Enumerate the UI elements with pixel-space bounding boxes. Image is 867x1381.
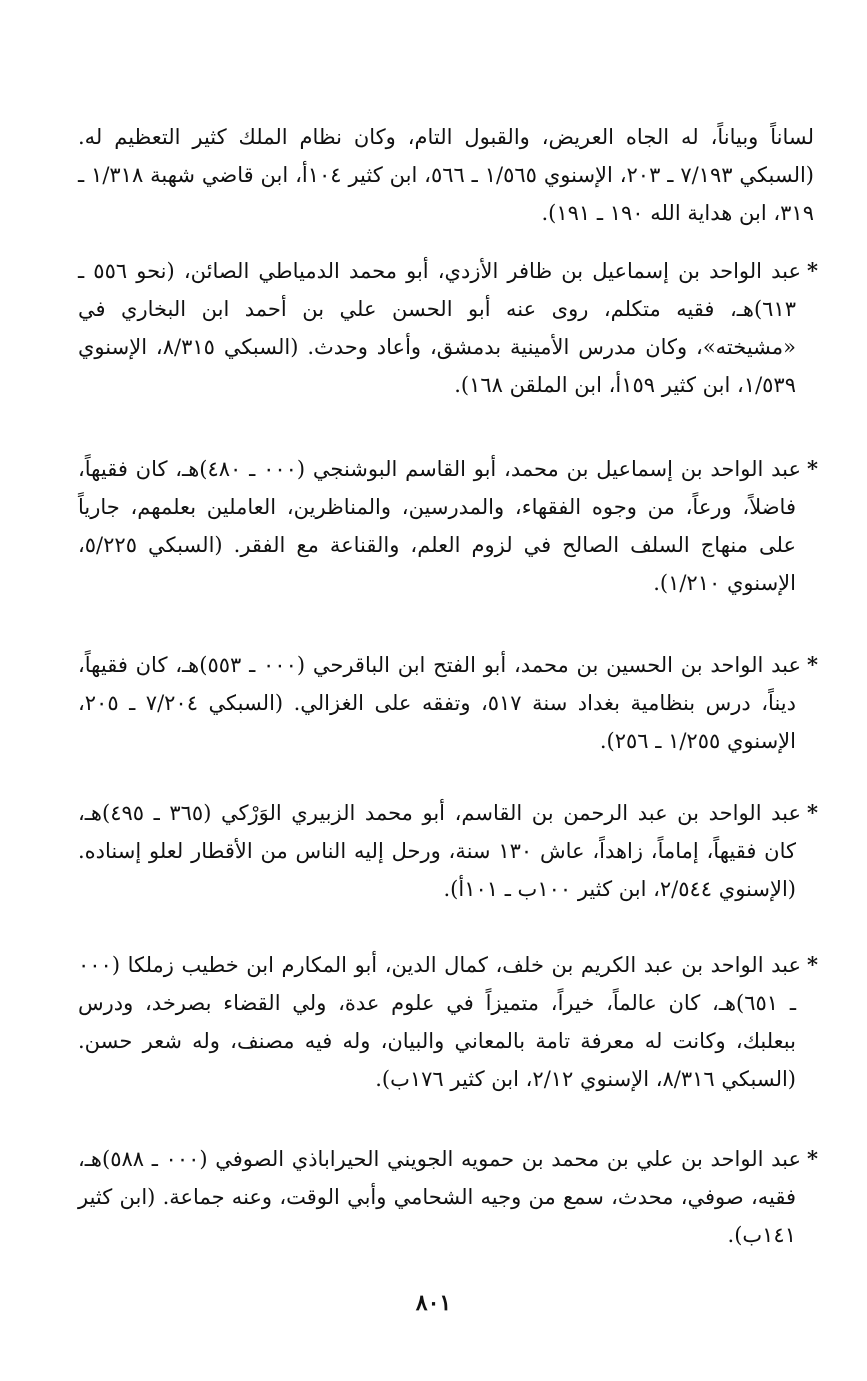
entry-text: عبد الواحد بن عبد الرحمن بن القاسم، أبو محمد الزبيري الوَرْكي (٣٦٥ ـ ٤٩٥)هـ، كان فقيهاً، إماماً، زاهداً، عاش ١٣٠ سنة، ورحل إليه الناس من الأقطار لعلو إسناده. (الإسنوي ٢/٥٤٤، ابن كثير ١٠٠ب ـ ١٠١أ). <box>78 801 801 901</box>
page-number: ٨٠١ <box>415 1290 452 1316</box>
entry-star-marker: * <box>807 952 818 977</box>
biography-entry <box>78 794 818 908</box>
entry-star-marker: * <box>807 258 819 283</box>
entry-star-marker: * <box>807 652 818 677</box>
biography-entry <box>78 252 818 404</box>
entry-text: عبد الواحد بن إسماعيل بن محمد، أبو القاسم البوشنجي (٠٠٠ ـ ٤٨٠)هـ، كان فقيهاً، فاضلاً، ورعاً، من وجوه الفقهاء، والمدرسين، والمناظرين، العاملين بعلمهم، جارياً على منهاج السلف الصالح في لزوم العلم، والقناعة مع الفقر. (السبكي ٥/٢٢٥، الإسنوي ١/٢١٠). <box>78 457 801 595</box>
entry-text: عبد الواحد بن الحسين بن محمد، أبو الفتح ابن الباقرحي (٠٠٠ ـ ٥٥٣)هـ، كان فقيهاً، ديناً، درس بنظامية بغداد سنة ٥١٧، وتفقه على الغزالي. (السبكي ٧/٢٠٤ ـ ٢٠٥، الإسنوي ١/٢٥٥ ـ ٢٥٦). <box>78 653 802 753</box>
entry-star-marker: * <box>807 1146 818 1171</box>
entry-text: عبد الواحد بن علي بن محمد بن حمويه الجويني الحيراباذي الصوفي (٠٠٠ ـ ٥٨٨)هـ، فقيه، صوفي، محدث، سمع من وجيه الشحامي وأبي الوقت، وعنه جماعة. (ابن كثير ١٤١ب). <box>78 1147 802 1247</box>
entry-text: عبد الواحد بن إسماعيل بن ظافر الأزدي، أبو محمد الدمياطي الصائن، (نحو ٥٥٦ ـ ٦١٣)هـ، فقيه متكلم، روى عنه أبو الحسن علي بن أحمد ابن البخاري في «مشيخته»، وكان مدرس الأمينية بدمشق، وأعاد وحدث. (السبكي ٨/٣١٥، الإسنوي ١/٥٣٩، ابن كثير ١٥٩أ، ابن الملقن ١٦٨). <box>78 259 802 397</box>
biography-entry <box>78 946 818 1098</box>
entry-text: عبد الواحد بن عبد الكريم بن خلف، كمال الدين، أبو المكارم ابن خطيب زملكا (٠٠٠ ـ ٦٥١)هـ، كان عالماً، خيراً، متميزاً في علوم عدة، ولي القضاء بصرخد، ودرس ببعلبك، وكانت له معرفة تامة بالمعاني والبيان، وله فيه مصنف، وله شعر حسن. (السبكي ٨/٣١٦، الإسنوي ٢/١٢، ابن كثير ١٧٦ب). <box>78 953 802 1091</box>
entry-star-marker: * <box>807 456 818 481</box>
continuation-paragraph: لساناً وبياناً، له الجاه العريض، والقبول التام، وكان نظام الملك كثير التعظيم له. (السبكي ٧/١٩٣ ـ ٢٠٣، الإسنوي ١/٥٦٥ ـ ٥٦٦، ابن كثير ١٠٤أ، ابن قاضي شهبة ١/٣١٨ ـ ٣١٩، ابن هداية الله ١٩٠ ـ ١٩١). <box>78 125 815 225</box>
biography-entry <box>78 450 818 602</box>
biography-entry <box>78 1140 818 1254</box>
biography-entry <box>78 646 818 760</box>
entry-star-marker: * <box>807 800 818 825</box>
